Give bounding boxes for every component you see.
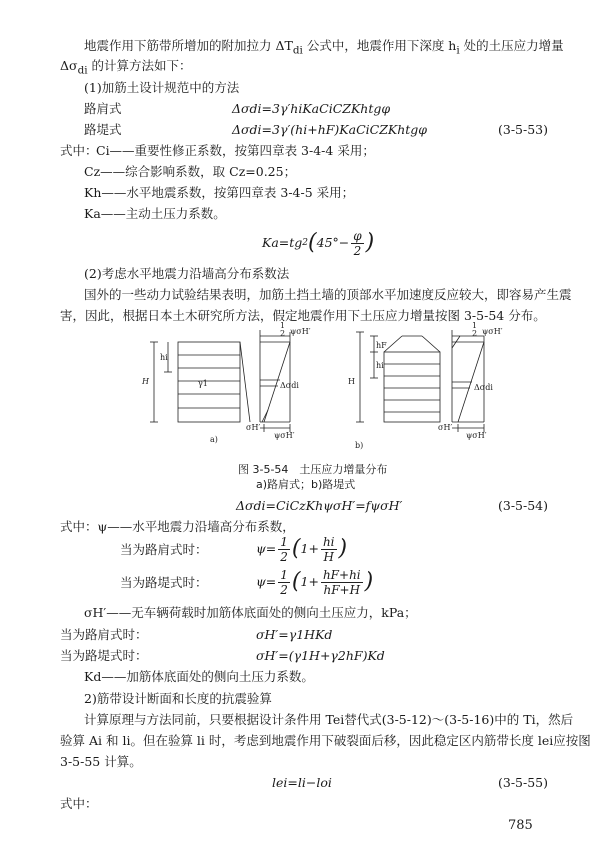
embankment-equation: Δσdi=3γ′(hi+hF)KaCiCZKhtgφ: [232, 122, 428, 137]
section-1-title: (1)加筋土设计规范中的方法: [84, 80, 240, 95]
psi-rs-in-a: 1+: [300, 541, 319, 556]
section-3-line-3: 3-5-55 计算。: [60, 754, 142, 769]
ci-definition: Ci——重要性修正系数，按第四章表 3-4-4 采用；: [96, 143, 375, 158]
ka-equation: Ka=tg 2 ( 45°− $\frac{\varphi}{2}$ ): [262, 228, 375, 258]
psi-rs-den: 2: [280, 549, 288, 564]
psi-rs-in-den: H: [323, 549, 334, 564]
embankment-label: 路堤式: [84, 122, 122, 137]
fig-a-gamma-label: γ1: [198, 379, 208, 388]
psi-rs-in-num: hi: [322, 534, 335, 549]
road-shoulder-equation: Δσdi=3γ′hiKaCiCZKhtgφ: [232, 101, 391, 116]
fig-b-H-label: H: [348, 377, 355, 386]
fig-b-hF-label: hF: [376, 341, 387, 350]
cz-definition: Cz——综合影响系数，取 Cz=0.25；: [84, 164, 297, 179]
equation-number-55: (3-5-55): [498, 775, 549, 790]
p1-text: 地震作用下筋带所增加的附加拉力 ΔT: [84, 38, 293, 53]
para-line-2: [60, 58, 192, 79]
p2b-text: 的计算方法如下：: [87, 58, 192, 73]
psi-embankment-eq: ψ= $\frac{1}{2}$ ( 1+ $\frac{hF+hi}{hF+H}$ ): [256, 567, 374, 597]
figure-caption: 图 3-5-54 土压应力增量分布: [238, 463, 388, 476]
sigma-h-embankment-label: 当为路堤式时：: [60, 648, 148, 663]
ka-eq-den: 2: [353, 243, 362, 258]
fig-a-caption: a): [210, 435, 218, 444]
section-2-line-1: 国外的一些动力试验结果表明，加筋土挡土墙的顶部水平加速度反应较大，即容易产生震: [84, 287, 572, 302]
psi-rs-num: 1: [280, 534, 288, 549]
where-label-3: 式中：: [60, 796, 98, 811]
equation-55: lei=li−loi: [272, 775, 332, 790]
psi-em-num: 1: [280, 567, 288, 582]
p1b-sub: i: [456, 44, 460, 57]
where-label-2: 式中：ψ——水平地震力沿墙高分布系数，: [60, 519, 295, 534]
p2-text: Δσ: [60, 58, 78, 73]
psi-em-den: 2: [280, 582, 288, 597]
section-3-line-1: 计算原理与方法同前，只要根据设计条件用 Tei替代式(3-5-12)～(3-5-16)中的 Ti，然后: [84, 712, 574, 727]
equation-number-53: (3-5-53): [498, 122, 549, 137]
section-3-line-2: 验算 Ai 和 li。但在验算 li 时，考虑到地震作用下破裂面后移，因此稳定区内筋带长度 lei应按图: [60, 733, 591, 748]
fig-a-H-label: H: [142, 377, 149, 386]
sigma-h-road-shoulder-label: 当为路肩式时：: [60, 627, 148, 642]
earth-pressure-figure: [140, 322, 560, 452]
psi-em-lhs: ψ=: [256, 574, 277, 589]
kh-definition: Kh——水平地震系数，按第四章表 3-4-5 采用；: [84, 185, 355, 200]
psi-embankment-label: 当为路堤式时：: [120, 575, 208, 590]
fig-b-wsig-label: ψσH′: [482, 327, 503, 336]
section-2-line-2: 害，因此，根据日本土木研究所方法，假定地震作用下土压应力增量按图 3-5-54 分布。: [60, 308, 546, 323]
fig-a-wsig-label: ψσH′: [290, 327, 311, 336]
equation-number-54: (3-5-54): [498, 498, 549, 513]
fig-b-half-den: 2: [472, 329, 478, 338]
ka-eq-num: φ: [353, 228, 362, 243]
psi-road-shoulder-label: 当为路肩式时：: [120, 542, 208, 557]
psi-em-in-a: 1+: [300, 574, 319, 589]
fig-a-half-num: 1: [280, 322, 286, 330]
equation-54: Δσdi=CiCzKhψσH′=fψσH′: [236, 498, 403, 513]
fig-b-hi-label: hi: [376, 361, 384, 370]
ka-definition: Ka——主动土压力系数。: [84, 206, 226, 221]
fig-a-sigH-label: σH′: [246, 423, 261, 432]
p1c-text: 处的土压应力增量: [459, 38, 564, 53]
para-line-1: [84, 38, 564, 59]
section-3-title: 2)筋带设计断面和长度的抗震验算: [84, 691, 272, 706]
sigma-h-road-shoulder-eq: σH′=γ1HKd: [256, 627, 333, 642]
fig-b-caption: b): [355, 441, 364, 450]
psi-road-shoulder-eq: ψ= $\frac{1}{2}$ ( 1+ $\frac{hi}{H}$ ): [256, 534, 348, 564]
p1b-text: 公式中，地震作用下深度 h: [302, 38, 457, 53]
fig-b-sigH-label: σH′: [438, 423, 453, 432]
fig-b-dsig-label: Δσdi: [474, 383, 493, 392]
fig-a-wsig-bottom: ψσH′: [274, 431, 295, 440]
psi-rs-lhs: ψ=: [256, 541, 277, 556]
page-number: 785: [508, 818, 533, 833]
ka-eq-lhs: Ka=tg: [262, 235, 303, 250]
fig-a-half-den: 2: [280, 329, 286, 338]
ka-eq-mid: 45°−: [316, 235, 350, 250]
figure-subcaption: a)路肩式；b)路堤式: [256, 478, 356, 491]
section-2-title: (2)考虑水平地震力沿墙高分布系数法: [84, 266, 290, 281]
kd-definition: Kd——加筋体底面处的侧向土压力系数。: [84, 669, 314, 684]
where-label-1: 式中：: [60, 143, 98, 158]
p2-sub: di: [77, 64, 88, 77]
fig-a-dsig-label: Δσdi: [280, 381, 299, 390]
fig-b-wsig-bottom: ψσH′: [466, 431, 487, 440]
fig-a-hi-label: hi: [160, 353, 168, 362]
sigma-h-embankment-eq: σH′=(γ1H+γ2hF)Kd: [256, 648, 385, 663]
fig-b-half-num: 1: [472, 322, 478, 330]
psi-em-in-den: hF+H: [323, 582, 361, 597]
sigma-h-definition: σH′——无车辆荷载时加筋体底面处的侧向土压应力，kPa；: [84, 605, 417, 620]
psi-em-in-num: hF+hi: [322, 567, 361, 582]
p1-sub: di: [292, 44, 303, 57]
road-shoulder-label: 路肩式: [84, 101, 122, 116]
